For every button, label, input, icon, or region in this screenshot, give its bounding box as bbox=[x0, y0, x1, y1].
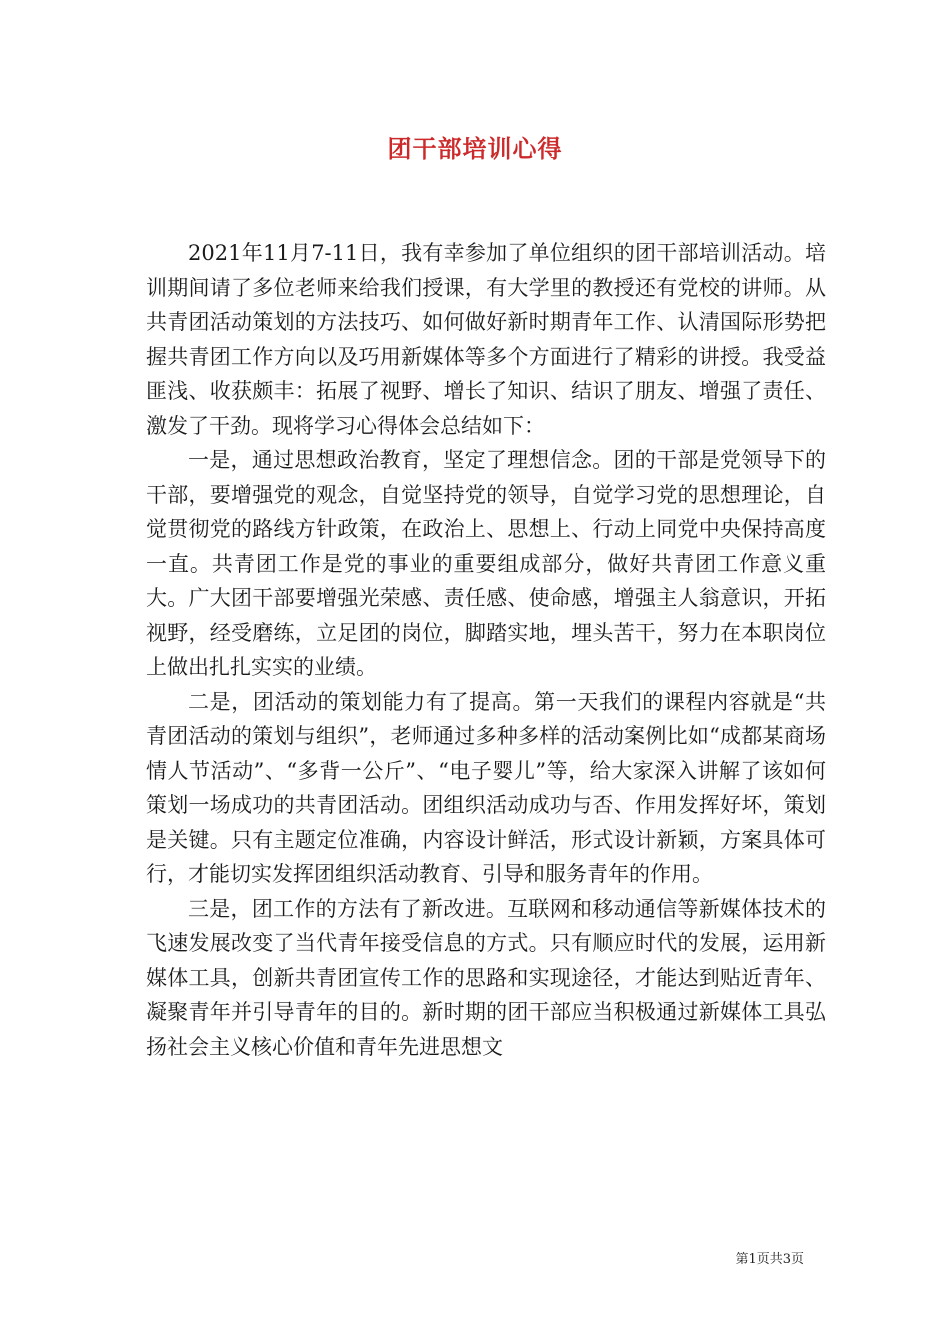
document-title: 团干部培训心得 bbox=[387, 134, 563, 163]
paragraph-point-one: 一是，通过思想政治教育，坚定了理想信念。团的干部是党领导下的干部，要增强党的观念，自觉坚持党的领导，自觉学习党的思想理论，自觉贯彻党的路线方针政策，在政治上、思想上、行动上同党中央保持高度一直。共青团工作是党的事业的重要组成部分，做好共青团工作意义重大。广大团干部要增强光荣感、责任感、使命感，增强主人翁意识，开拓视野，经受磨练，立足团的岗位，脚踏实地，埋头苦干，努力在本职岗位上做出扎扎实实的业绩。 bbox=[146, 448, 826, 679]
paragraph-point-three: 三是，团工作的方法有了新改进。互联网和移动通信等新媒体技术的飞速发展改变了当代青年接受信息的方式。只有顺应时代的发展，运用新媒体工具，创新共青团宣传工作的思路和实现途径，才能达到贴近青年、凝聚青年并引导青年的目的。新时期的团干部应当积极通过新媒体工具弘扬社会主义核心价值和青年先进思想文 bbox=[146, 896, 826, 1059]
paragraph-point-two: 二是，团活动的策划能力有了提高。第一天我们的课程内容就是“共青团活动的策划与组织”，老师通过多种多样的活动案例比如“成都某商场情人节活动”、“多背一公斤”、“电子婴儿”等，给大家深入讲解了该如何策划一场成功的共青团活动。团组织活动成功与否、作用发挥好坏，策划是关键。只有主题定位准确，内容设计鲜活，形式设计新颖，方案具体可行，才能切实发挥团组织活动教育、引导和服务青年的作用。 bbox=[146, 689, 826, 886]
page-number-footer bbox=[735, 1252, 804, 1268]
document-body bbox=[146, 236, 826, 1064]
page-number-label: 第1页共3页 bbox=[735, 1252, 804, 1267]
paragraph-intro: 2021年11月7-11日，我有幸参加了单位组织的团干部培训活动。培训期间请了多位老师来给我们授课，有大学里的教授还有党校的讲师。从共青团活动策划的方法技巧、如何做好新时期青年工作、认清国际形势把握共青团工作方向以及巧用新媒体等多个方面进行了精彩的讲授。我受益匪浅、收获颇丰：拓展了视野、增长了知识、结识了朋友、增强了责任、激发了干劲。现将学习心得体会总结如下： bbox=[146, 241, 826, 438]
